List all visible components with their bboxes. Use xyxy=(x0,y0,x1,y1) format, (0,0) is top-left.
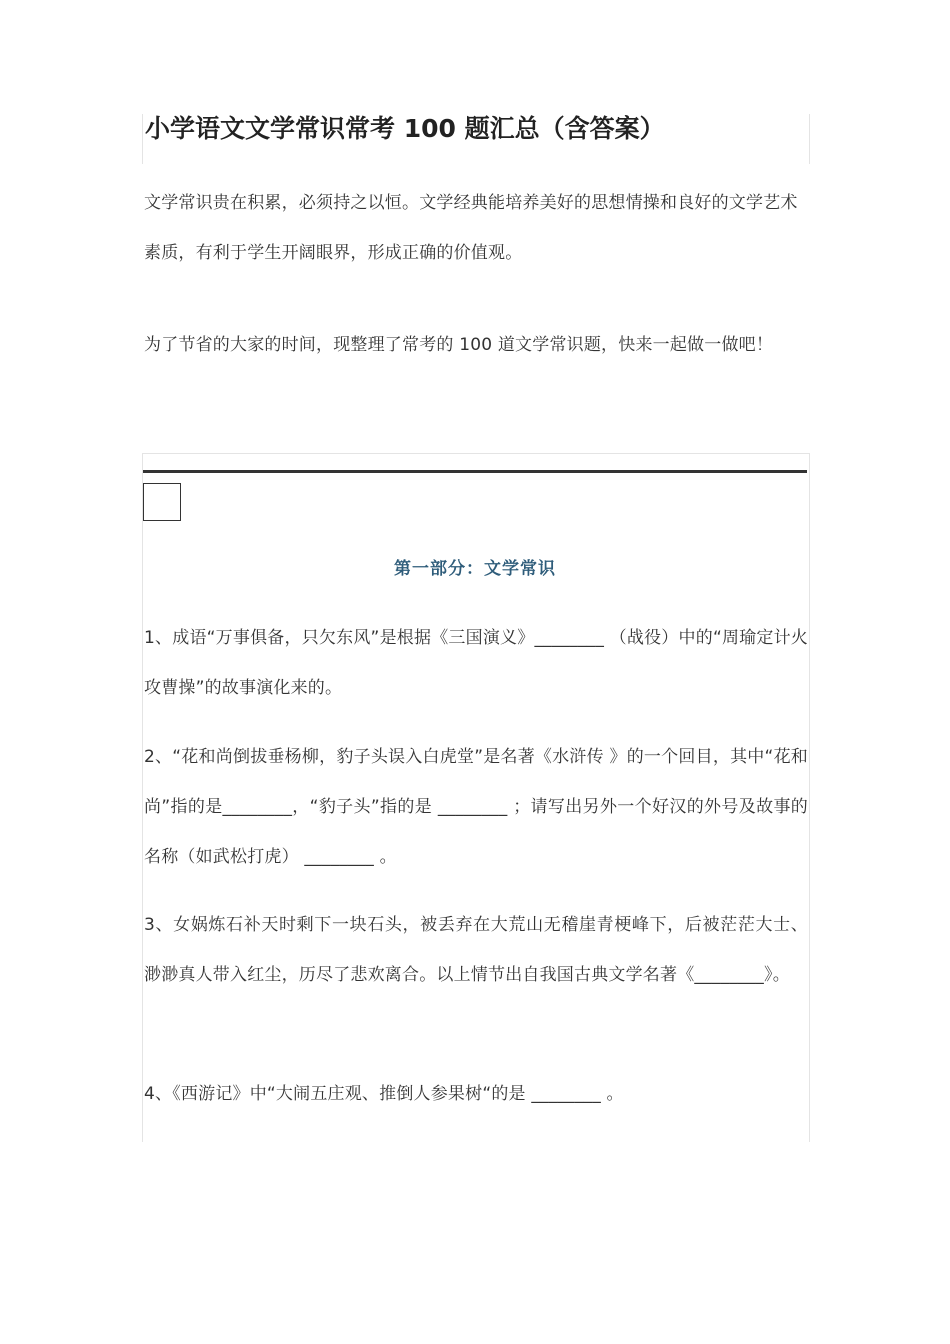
question-2: 2、“花和尚倒拔垂杨柳，豹子头误入白虎堂”是名著《水浒传 》的一个回目，其中“花和尚”指的是________，“豹子头”指的是 ________ ；请写出另外一个好汉的外号及故事的名称（如武松打虎） ________ 。 xyxy=(144,747,808,867)
question-3: 3、女娲炼石补天时剩下一块石头，被丢弃在大荒山无稽崖青梗峰下，后被茫茫大士、渺渺真人带入红尘，历尽了悲欢离合。以上情节出自我国古典文学名著《________》。 xyxy=(144,915,808,985)
section-divider xyxy=(143,470,807,473)
question-1: 1、成语“万事俱备，只欠东风”是根据《三国演义》________ （战役）中的“周瑜定计火攻曹操”的故事演化来的。 xyxy=(144,628,808,698)
question-4: 4、《西游记》中“大闹五庄观、推倒人参果树“的是 ________ 。 xyxy=(144,1084,624,1104)
section-title: 第一部分：文学常识 xyxy=(394,559,556,579)
intro-paragraph-1: 文学常识贵在积累，必须持之以恒。文学经典能培养美好的思想情操和良好的文学艺术素质，有利于学生开阔眼界，形成正确的价值观。 xyxy=(144,193,798,263)
page-title: 小学语文文学常识常考 100 题汇总（含答案） xyxy=(145,114,665,143)
placeholder-image-box xyxy=(143,483,181,521)
intro-paragraph-2: 为了节省的大家的时间，现整理了常考的 100 道文学常识题，快来一起做一做吧！ xyxy=(144,335,774,355)
